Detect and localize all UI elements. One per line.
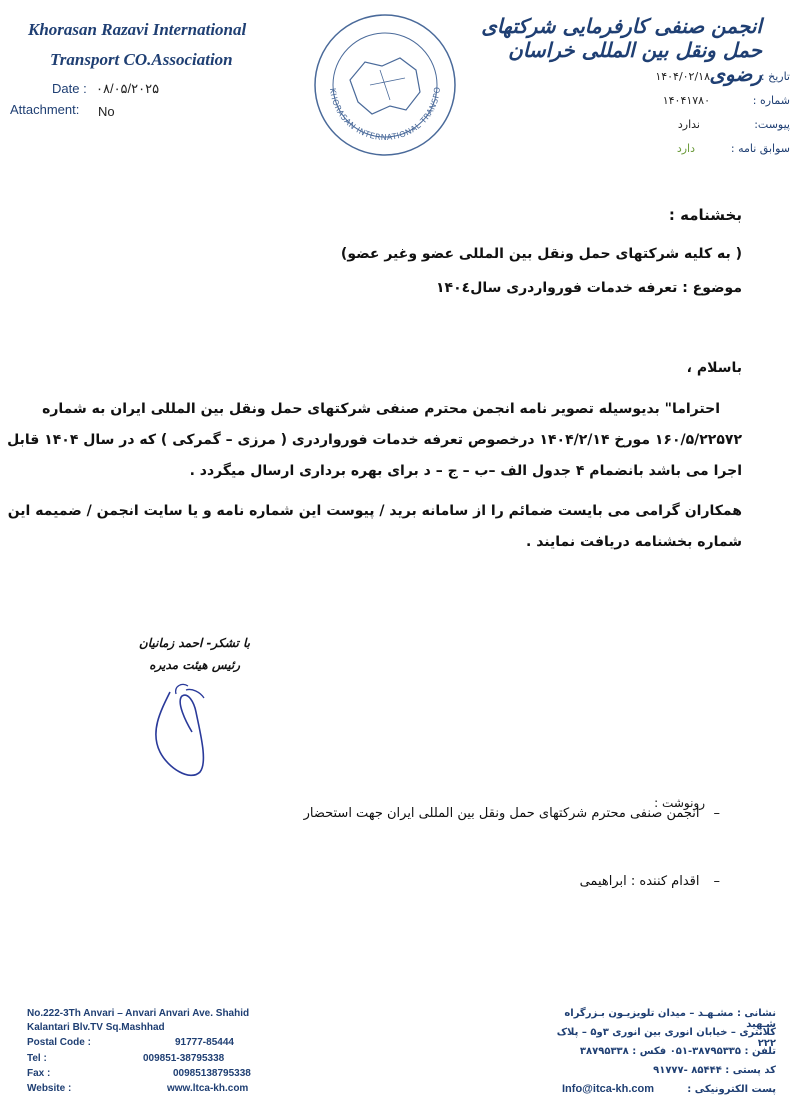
association-seal-logo — [310, 10, 460, 160]
footer-fa-phone-fax: تلفن : ۳۸۷۹۵۳۳۵-۰۵۱ فکس : ۳۸۷۹۵۳۳۸ — [579, 1046, 776, 1057]
footer-fax-label: Fax : — [27, 1068, 51, 1079]
cc-item-1 — [304, 806, 720, 821]
attachment-label: Attachment: — [10, 102, 80, 117]
footer-tel-value: 009851-38795338 — [143, 1053, 225, 1064]
footer-en-address-line1: No.222-3Th Anvari – Anvari Anvari Ave. Shahid — [27, 1008, 250, 1019]
paragraph-2 — [7, 496, 742, 558]
cc-item-1-text: انجمن صنفی محترم شرکتهای حمل ونقل بین المللی ایران جهت استحضار — [303, 806, 700, 821]
meta-date-label: تاریخ : — [760, 70, 790, 83]
footer-email-link[interactable]: Info@itca-kh.com — [562, 1083, 655, 1095]
letter-greeting: باسلام ، — [686, 360, 742, 376]
footer-tel-label: Tel : — [27, 1053, 47, 1064]
date-label: Date : — [52, 81, 87, 96]
date-value: ۰۸/۰۵/۲۰۲۵ — [96, 81, 160, 96]
signature-name: با تشکر- احمد زمانیان — [138, 636, 250, 650]
letter-recipients: ( به کلیه شرکتهای حمل ونقل بین المللی عضو وغیر عضو) — [340, 246, 742, 262]
footer-fa-email-label: پست الکترونیکی : — [687, 1084, 776, 1095]
footer-fax-value: 00985138795338 — [173, 1068, 251, 1079]
footer-postal-label: Postal Code : — [27, 1037, 91, 1048]
meta-attachment — [610, 118, 790, 138]
fa-header-title: انجمن صنفی کارفرمایی شرکتهای حمل ونقل بین المللی خراسان رضوی — [481, 14, 762, 86]
meta-date — [610, 70, 790, 90]
footer-postal-value: 91777-85444 — [175, 1037, 234, 1048]
footer-fax — [27, 1068, 267, 1082]
letter-heading: بخشنامه : — [668, 206, 742, 224]
signature-title: رئیس هیئت مدیره — [149, 658, 240, 672]
paragraph-1-line-3: اجرا می باشد بانضمام ۴ جدول الف –ب – ج – د برای بهره برداری ارسال میگردد . — [189, 463, 742, 479]
meta-number-value: ۱۴۰۴۱۷۸۰ — [662, 94, 710, 107]
meta-history-label: سوابق نامه : — [730, 142, 790, 155]
footer-fa-address-line1: نشانی : مشـهـد – میدان تلویزیـون بـزرگراه شـهید — [564, 1008, 776, 1030]
footer-fa-postal: کد پستی : ۸۵۴۴۴ -۹۱۷۷۷ — [653, 1065, 776, 1076]
meta-attachment-value: ندارد — [677, 118, 700, 131]
footer-website-link[interactable]: www.ltca-kh.com — [167, 1083, 249, 1094]
en-title-line1: Khorasan Razavi International — [28, 20, 247, 39]
paragraph-2-line-1: همکاران گرامی می بایست ضمائم را از سامانه برید / پیوست این شماره نامه و یا سایت انجمن / ضمیمه این — [7, 503, 742, 519]
cc-item-2 — [580, 874, 720, 889]
footer-website — [27, 1083, 267, 1097]
en-title-line2: Transport CO.Association — [50, 50, 233, 69]
footer-postal — [27, 1037, 267, 1051]
meta-number — [610, 94, 790, 114]
seal-text: KHORASAN INTERNATIONAL TRANSPO — [328, 86, 443, 143]
attachment-value: No — [98, 104, 115, 119]
cc-item-2-text: اقدام کننده : ابراهیمی — [579, 874, 700, 889]
cc-label: رونوشت : — [654, 796, 705, 810]
letter-subject: موضوع : تعرفه خدمات فورواردری سال۱۴۰٤ — [436, 280, 742, 296]
footer-fa-address-line2: کلانتری – خیابان انوری بین انوری ۳و۵ – پلاک ۲۲۲ — [556, 1027, 776, 1049]
paragraph-1-line-2: ۱۶۰/۵/۲۲۵۷۲ مورخ ۱۴۰۴/۲/۱۴ درخصوص تعرفه خدمات فورواردری ( مرزی – گمرکی ) که در سال ۱۴۰۴ قابل — [7, 432, 742, 448]
paragraph-2-line-2: شماره بخشنامه دریافت نمایند . — [526, 534, 742, 550]
footer-website-label: Website : — [27, 1083, 72, 1094]
cc-dash-1: – — [713, 806, 720, 821]
meta-number-label: شماره : — [752, 94, 790, 107]
handwritten-signature — [130, 672, 230, 792]
paragraph-1 — [7, 394, 742, 487]
paragraph-1-line-1: احتراما" بدیوسیله تصویر نامه انجمن محترم صنفی شرکتهای حمل ونقل بین المللی ایران به شماره — [42, 401, 720, 417]
footer-en-address-line2: Kalantari Blv.TV Sq.Mashhad — [27, 1022, 165, 1033]
cc-dash-2: – — [713, 874, 720, 889]
meta-history — [610, 142, 790, 162]
meta-attachment-label: پیوست: — [754, 118, 790, 131]
footer-tel — [27, 1053, 267, 1067]
meta-history-value: دارد — [676, 142, 695, 155]
svg-text:KHORASAN INTERNATIONAL TRANSPO — [310, 10, 442, 142]
meta-date-value: ۱۴۰۴/۰۲/۱۸ — [655, 70, 710, 83]
